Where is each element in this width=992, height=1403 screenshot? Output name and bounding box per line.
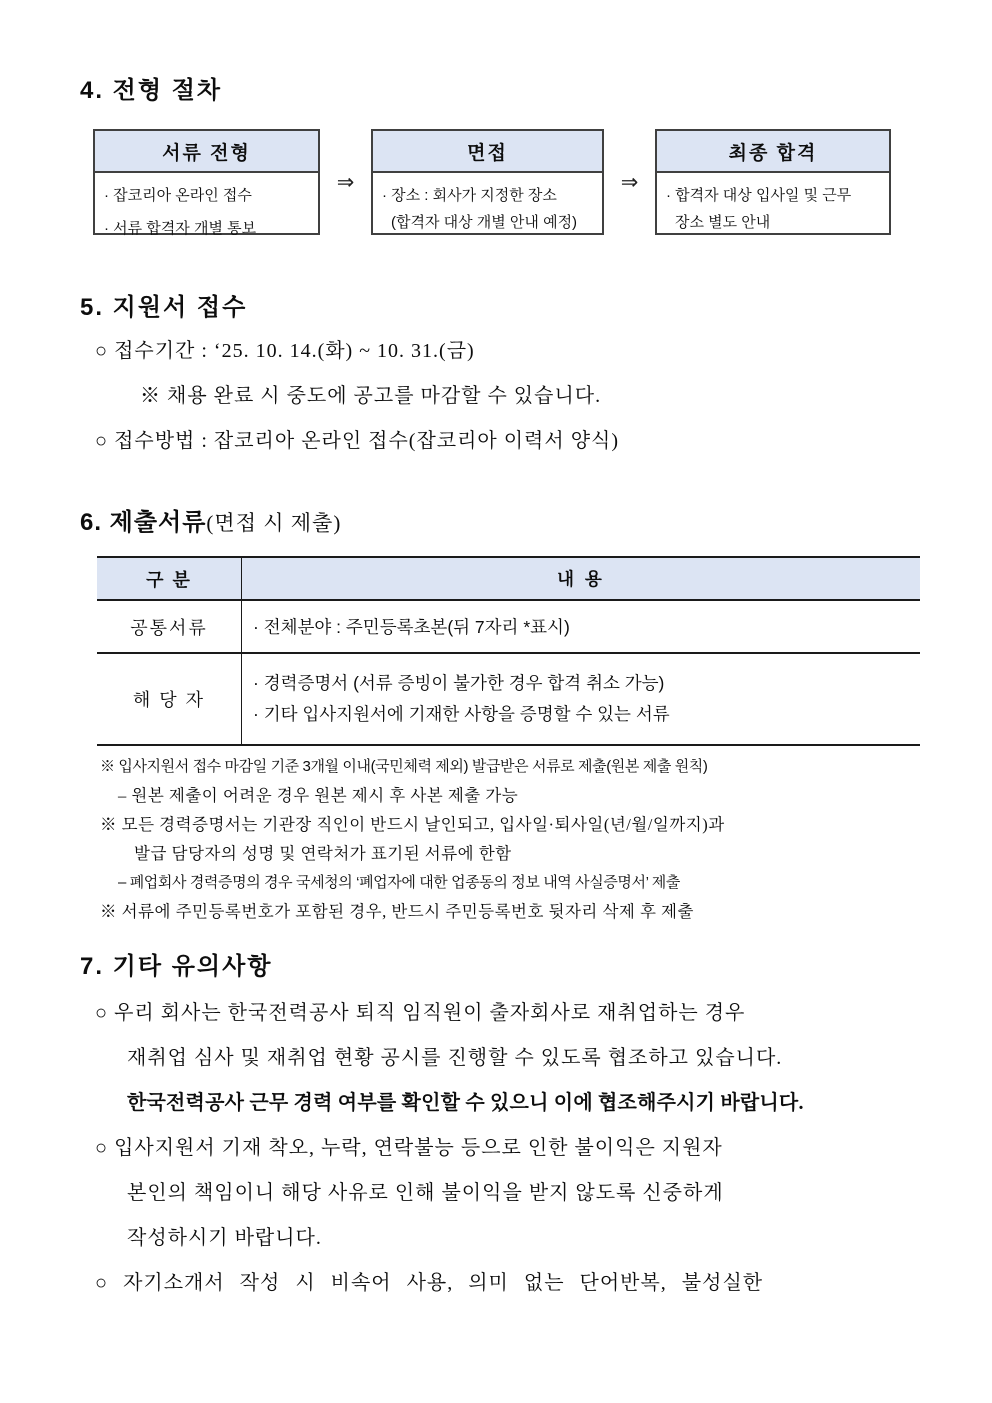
process-step-line: · 잡코리아 온라인 접수 — [104, 187, 252, 204]
table-cell-line: · 기타 입사지원서에 기재한 사항을 증명할 수 있는 서류 — [253, 704, 670, 724]
section4-title: 4. 전형 절차 — [80, 77, 223, 104]
footnote-line: – 폐업회사 경력증명의 경우 국세청의 ‘폐업자에 대한 업종동의 정보 내역 사실증명서’ 제출 — [118, 874, 680, 891]
process-step-title: 최종 합격 — [657, 131, 889, 173]
table-header-row — [97, 558, 920, 601]
section6-title-bold: 6. 제출서류 — [80, 509, 207, 536]
submission-documents-table — [97, 556, 920, 746]
footnote-line: – 원본 제출이 어려운 경우 원본 제시 후 사본 제출 가능 — [118, 786, 519, 805]
arrow-right-icon: ⇒ — [620, 170, 639, 194]
application-period-note-line: ※ 채용 완료 시 중도에 공고를 마감할 수 있습니다. — [140, 385, 602, 407]
process-step-line: · 합격자 대상 입사일 및 근무 — [666, 187, 852, 204]
section5-title: 5. 지원서 접수 — [80, 294, 248, 321]
table-cell-label: 해 당 자 — [97, 654, 242, 744]
table-cell-content: · 전체분야 : 주민등록초본(뒤 7자리 *표시) — [253, 617, 570, 637]
table-cell-label: 공통서류 — [97, 601, 242, 652]
section6-title — [80, 502, 341, 537]
process-step-document-screening — [93, 129, 320, 235]
notice-line-emphasis: 한국전력공사 근무 경력 여부를 확인할 수 있으니 이에 협조해주시기 바랍니다. — [127, 1092, 804, 1114]
table-row-common-documents — [97, 601, 920, 654]
process-step-line: 장소 별도 안내 — [675, 214, 771, 231]
footnote-line: 발급 담당자의 성명 및 연락처가 표기된 서류에 한함 — [134, 844, 512, 863]
table-cell-content — [242, 654, 920, 744]
section7-title: 7. 기타 유의사항 — [80, 953, 273, 980]
notice-line: ○ 우리 회사는 한국전력공사 퇴직 임직원이 출자회사로 재취업하는 경우 — [95, 1002, 746, 1024]
table-row-applicable-persons — [97, 654, 920, 744]
footnote-line: ※ 입사지원서 접수 마감일 기준 3개월 이내(국민체력 제외) 발급받은 서류로 제출(원본 제출 원칙) — [100, 758, 708, 775]
process-step-line: · 서류 합격자 개별 통보 — [104, 220, 257, 237]
notice-line: 작성하시기 바랍니다. — [127, 1227, 322, 1249]
notice-line: ○ 자기소개서 작성 시 비속어 사용, 의미 없는 단어반복, 불성실한 — [95, 1272, 764, 1294]
footnote-line: ※ 서류에 주민등록번호가 포함된 경우, 반드시 주민등록번호 뒷자리 삭제 후 제출 — [100, 902, 694, 921]
table-header-content: 내 용 — [557, 569, 605, 589]
process-step-final-pass — [655, 129, 891, 235]
process-step-interview — [371, 129, 604, 235]
selection-process-flow — [93, 129, 891, 235]
section6-title-suffix: (면접 시 제출) — [206, 511, 342, 535]
application-method-line: ○ 접수방법 : 잡코리아 온라인 접수(잡코리아 이력서 양식) — [95, 430, 619, 452]
table-header-category: 구 분 — [97, 558, 242, 599]
notice-line: ○ 입사지원서 기재 착오, 누락, 연락불능 등으로 인한 불이익은 지원자 — [95, 1137, 723, 1159]
table-footnotes — [100, 752, 930, 926]
footnote-line: ※ 모든 경력증명서는 기관장 직인이 반드시 날인되고, 입사일·퇴사일(년/월/일까지)과 — [100, 815, 725, 834]
notice-line: 본인의 책임이니 해당 사유로 인해 불이익을 받지 않도록 신중하게 — [127, 1182, 724, 1204]
process-step-title: 서류 전형 — [95, 131, 318, 173]
notice-line: 재취업 심사 및 재취업 현황 공시를 진행할 수 있도록 협조하고 있습니다. — [127, 1047, 783, 1069]
process-step-line: (합격자 대상 개별 안내 예정) — [391, 214, 578, 231]
process-step-title: 면접 — [373, 131, 602, 173]
application-period-line: ○ 접수기간 : ‘25. 10. 14.(화) ~ 10. 31.(금) — [95, 340, 475, 362]
table-cell-line: · 경력증명서 (서류 증빙이 불가한 경우 합격 취소 가능) — [253, 673, 665, 693]
arrow-right-icon: ⇒ — [336, 170, 355, 194]
process-step-line: · 장소 : 회사가 지정한 장소 — [382, 187, 557, 204]
